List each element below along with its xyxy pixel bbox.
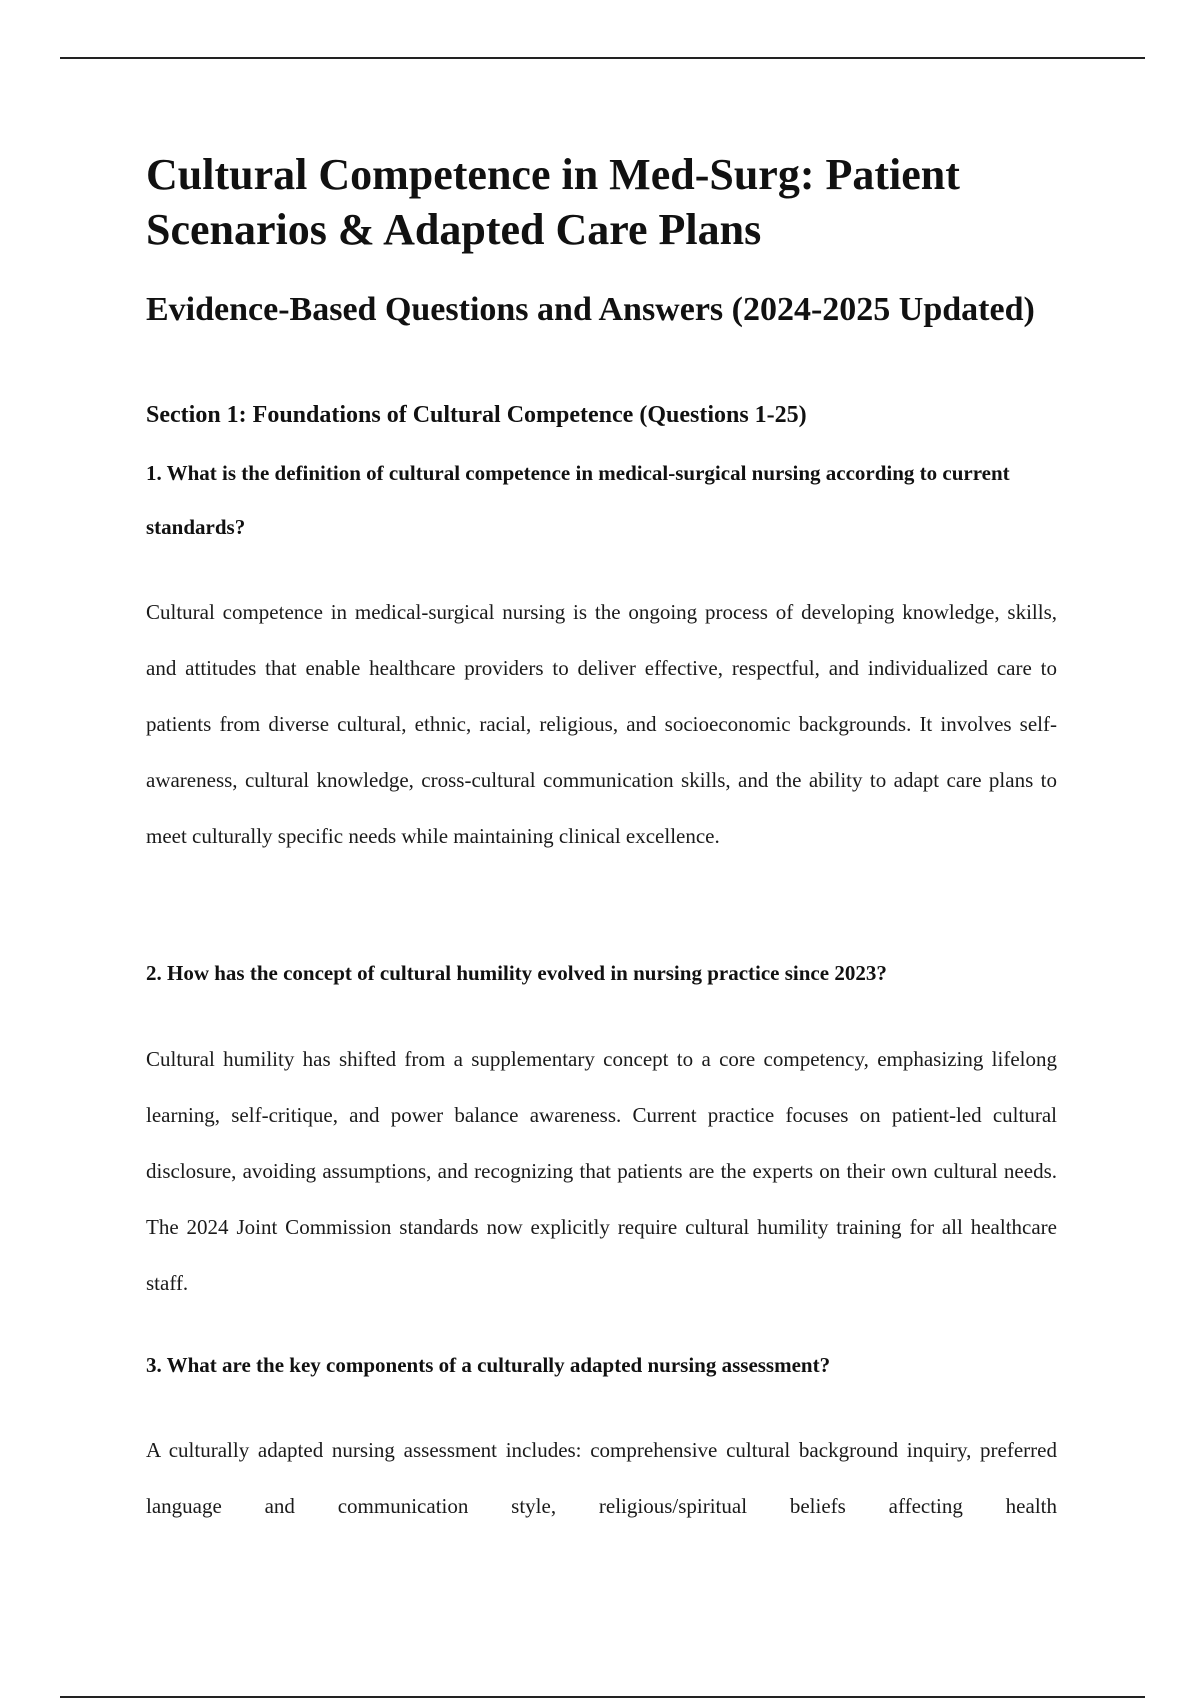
bottom-rule <box>60 1696 1145 1698</box>
question-3: 3. What are the key components of a culturally adapted nursing assessment? <box>146 1353 831 1377</box>
answer-2: Cultural humility has shifted from a supplementary concept to a core competency, emphasizing lifelong learning, self-critique, and power balance awareness. Current practice focuses on patient-led cultural disclosure, avoiding assumptions, and recognizing that patients are the experts on their own cultural needs. The 2024 Joint Commission standards now explicitly require cultural humility training for all healthcare staff. <box>146 1047 1057 1295</box>
question-1: 1. What is the definition of cultural competence in medical-surgical nursing according to current standards? <box>146 461 1010 539</box>
answer-1: Cultural competence in medical-surgical nursing is the ongoing process of developing knowledge, skills, and attitudes that enable healthcare providers to deliver effective, respectful, and individualized care to patients from diverse cultural, ethnic, racial, religious, and socioeconomic backgrounds. It involves self-awareness, cultural knowledge, cross-cultural communication skills, and the ability to adapt care plans to meet culturally specific needs while maintaining clinical excellence. <box>146 600 1057 848</box>
question-2: 2. How has the concept of cultural humility evolved in nursing practice since 2023? <box>146 961 887 985</box>
document-subtitle: Evidence-Based Questions and Answers (2024-2025 Updated) <box>146 291 1035 328</box>
document-title: Cultural Competence in Med-Surg: Patient Scenarios & Adapted Care Plans <box>146 150 960 254</box>
section-heading: Section 1: Foundations of Cultural Competence (Questions 1-25) <box>146 402 807 428</box>
answer-3: A culturally adapted nursing assessment includes: comprehensive cultural background inquiry, preferred language and communication style, religious/spiritual beliefs affecting health <box>146 1438 1057 1518</box>
top-rule <box>60 57 1145 59</box>
